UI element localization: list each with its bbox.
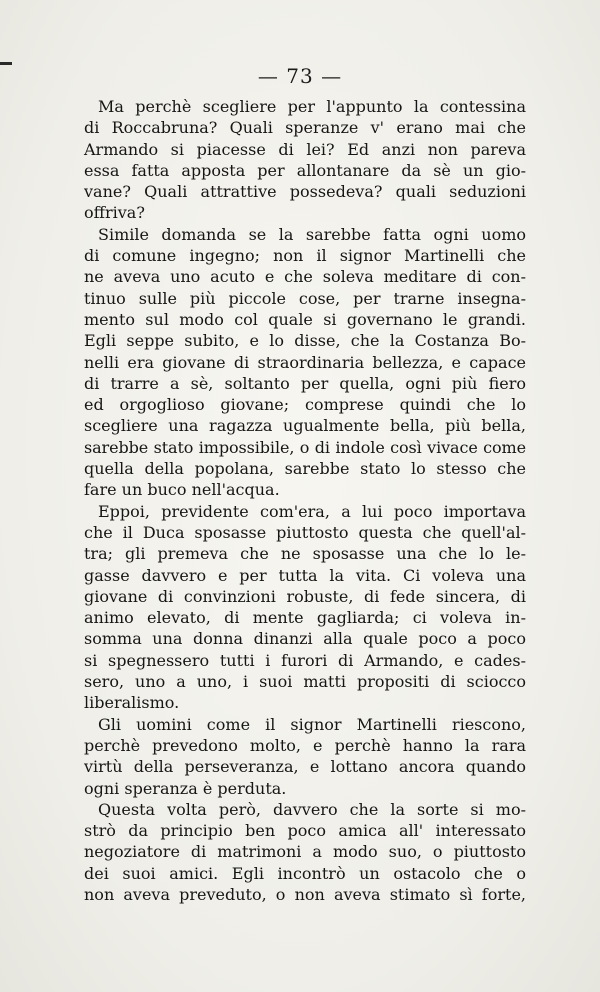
text-line: di trarre a sè, soltanto per quella, ogni più fiero (84, 373, 526, 393)
text-line: gasse davvero e per tutta la vita. Ci voleva una (84, 565, 526, 585)
text-line: sero, uno a uno, i suoi matti propositi di sciocco (84, 672, 526, 692)
text-line: tinuo sulle più piccole cose, per trarne insegna- (84, 288, 526, 308)
text-line: ne aveva uno acuto e che soleva meditare di con- (84, 267, 526, 287)
text-line: liberalismo. (84, 693, 180, 713)
text-line: tra; gli premeva che ne sposasse una che lo le- (84, 544, 526, 564)
text-line: mento sul modo col quale si governano le grandi. (84, 309, 526, 329)
text-line: di Roccabruna? Quali speranze v' erano mai che (84, 118, 526, 138)
text-line: ogni speranza è perduta. (84, 778, 287, 798)
text-line: fare un buco nell'acqua. (84, 480, 280, 500)
text-line: di comune ingegno; non il signor Martinelli che (84, 246, 526, 266)
text-line: Egli seppe subito, e lo disse, che la Costanza Bo- (84, 331, 526, 351)
text-line: vane? Quali attrattive possedeva? quali seduzioni (84, 182, 526, 202)
text-line: perchè prevedono molto, e perchè hanno la rara (84, 735, 526, 755)
text-line: giovane di convinzioni robuste, di fede sincera, di (84, 586, 526, 606)
text-line: virtù della perseveranza, e lottano ancora quando (84, 757, 526, 777)
text-line: Ma perchè scegliere per l'appunto la contessina (98, 97, 526, 116)
page-number: — 73 — (257, 64, 343, 88)
body-text (84, 96, 526, 905)
text-line: dei suoi amici. Egli incontrò un ostacolo che o (84, 863, 526, 883)
text-line: Gli uomini come il signor Martinelli riescono, (98, 714, 526, 734)
text-line: quella della popolana, sarebbe stato lo stesso che (84, 459, 526, 479)
text-line: Armando si piacesse di lei? Ed anzi non pareva (84, 139, 526, 159)
text-line: Simile domanda se la sarebbe fatta ogni uomo (98, 224, 526, 244)
text-line: Questa volta però, davvero che la sorte si mo- (98, 799, 526, 819)
text-line: non aveva preveduto, o non aveva stimato sì forte, (84, 884, 526, 904)
text-line: nelli era giovane di straordinaria bellezza, e capace (84, 352, 526, 372)
text-line: offriva? (84, 203, 145, 223)
text-line: scegliere una ragazza ugualmente bella, più bella, (84, 416, 526, 436)
text-line: negoziatore di matrimoni a modo suo, o piuttosto (84, 842, 526, 862)
text-line: essa fatta apposta per allontanare da sè un gio- (84, 160, 526, 180)
text-line: ed orgoglioso giovane; comprese quindi che lo (84, 395, 526, 415)
text-line: che il Duca sposasse piuttosto questa che quell'al- (84, 522, 526, 542)
text-line: strò da principio ben poco amica all' interessato (84, 821, 526, 841)
text-line: animo elevato, di mente gagliarda; ci voleva in- (84, 608, 526, 628)
text-line: si spegnessero tutti i furori di Armando, e cades- (84, 650, 526, 670)
text-line: somma una donna dinanzi alla quale poco a poco (84, 629, 526, 649)
text-line: sarebbe stato impossibile, o di indole così vivace come (84, 437, 526, 457)
text-line: Eppoi, previdente com'era, a lui poco importava (98, 501, 526, 521)
